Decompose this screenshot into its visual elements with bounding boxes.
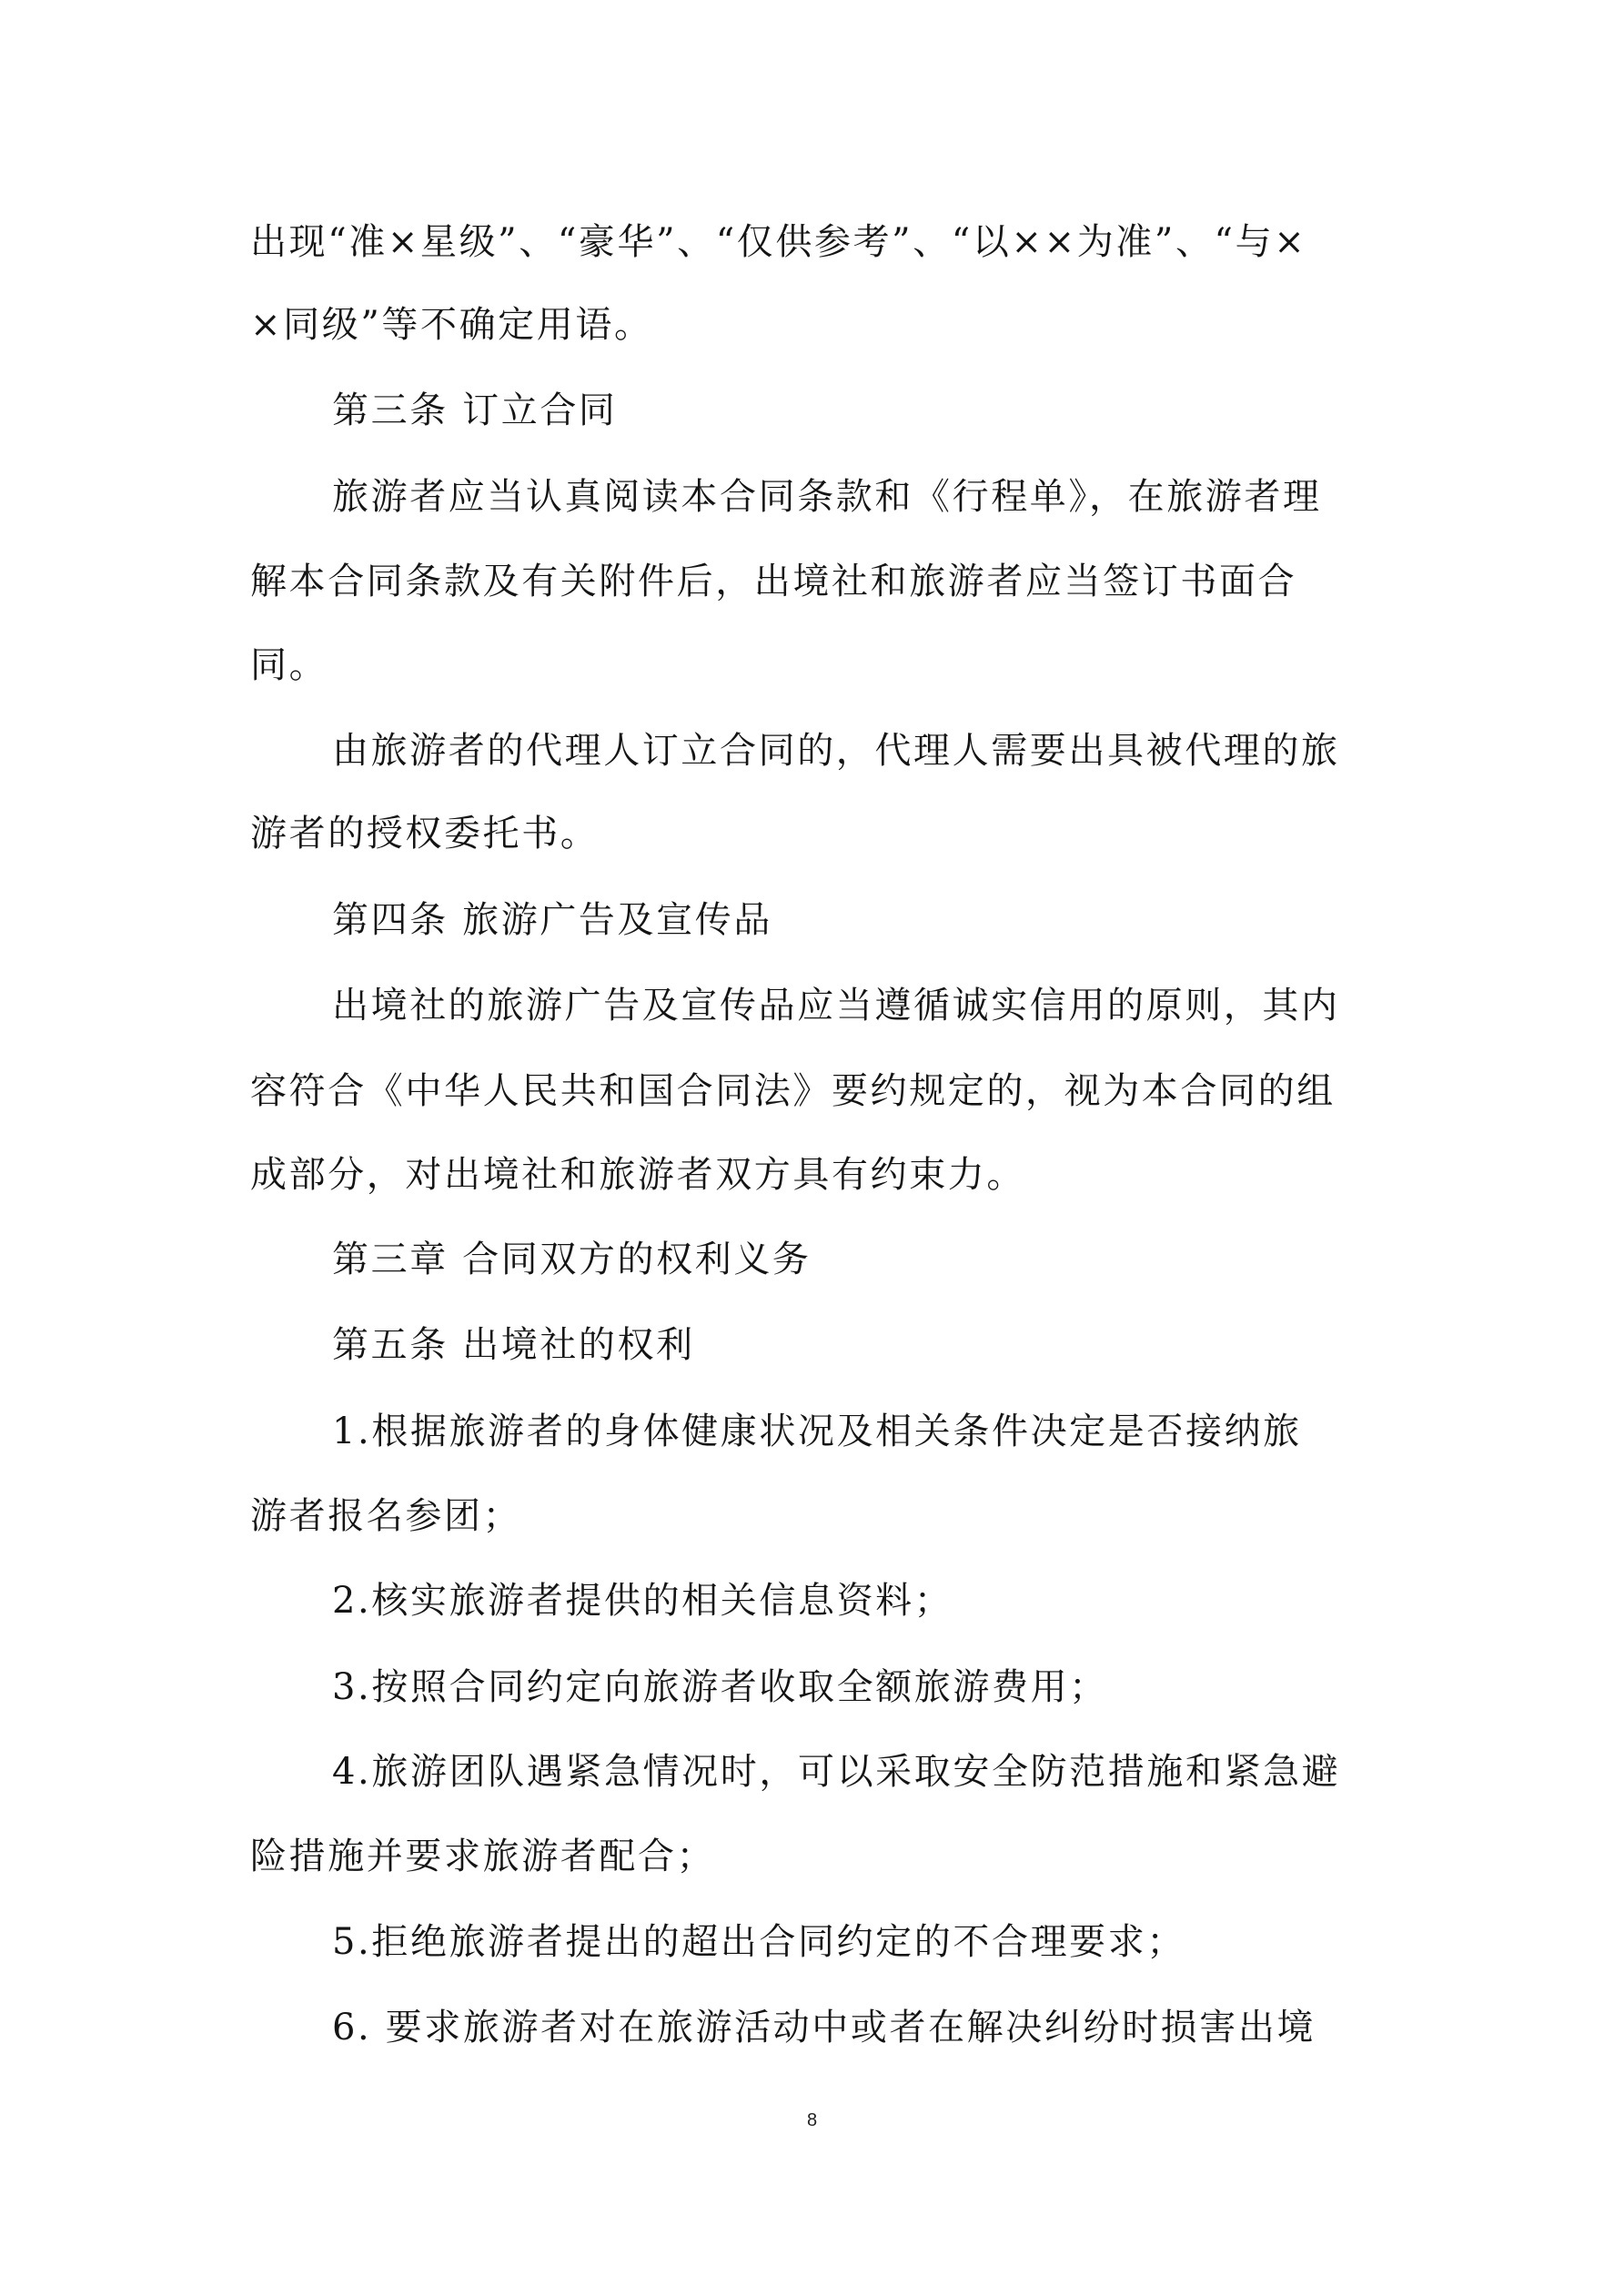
text-line: 1.根据旅游者的身体健康状况及相关条件决定是否接纳旅 (332, 1411, 1302, 1452)
text-line: 游者的授权委托书。 (250, 813, 600, 855)
text-line: 由旅游者的代理人订立合同的，代理人需要出具被代理的旅 (332, 730, 1340, 772)
text-line: 2.核实旅游者提供的相关信息资料； (332, 1580, 953, 1622)
page-number: 8 (806, 2110, 818, 2130)
text-line: 3.按照合同约定向旅游者收取全额旅游费用； (332, 1666, 1108, 1708)
chapter-heading: 第三章 合同双方的权利义务 (332, 1239, 812, 1280)
text-line: 旅游者应当认真阅读本合同条款和《行程单》，在旅游者理 (332, 476, 1322, 518)
text-line: ×同级”等不确定用语。 (250, 304, 653, 346)
text-line: 容符合《中华人民共和国合同法》要约规定的，视为本合同的组 (250, 1070, 1336, 1112)
section-heading: 第五条 出境社的权利 (332, 1324, 695, 1366)
text-line: 出现“准×星级”、“豪华”、“仅供参考”、“以××为准”、“与× (250, 221, 1307, 263)
text-line: 4.旅游团队遇紧急情况时，可以采取安全防范措施和紧急避 (332, 1751, 1341, 1793)
text-line: 5.拒绝旅游者提出的超出合同约定的不合理要求； (332, 1921, 1185, 1963)
section-heading: 第四条 旅游广告及宣传品 (332, 899, 772, 941)
text-line: 6. 要求旅游者对在旅游活动中或者在解决纠纷时损害出境 (332, 2007, 1316, 2048)
text-line: 成部分，对出境社和旅游者双方具有约束力。 (250, 1154, 1025, 1196)
text-line: 险措施并要求旅游者配合； (250, 1836, 716, 1877)
section-heading: 第三条 订立合同 (332, 389, 618, 431)
text-line: 同。 (250, 644, 328, 686)
text-line: 出境社的旅游广告及宣传品应当遵循诚实信用的原则，其内 (332, 985, 1340, 1027)
text-line: 解本合同条款及有关附件后，出境社和旅游者应当签订书面合 (250, 561, 1297, 602)
text-line: 游者报名参团； (250, 1495, 522, 1537)
